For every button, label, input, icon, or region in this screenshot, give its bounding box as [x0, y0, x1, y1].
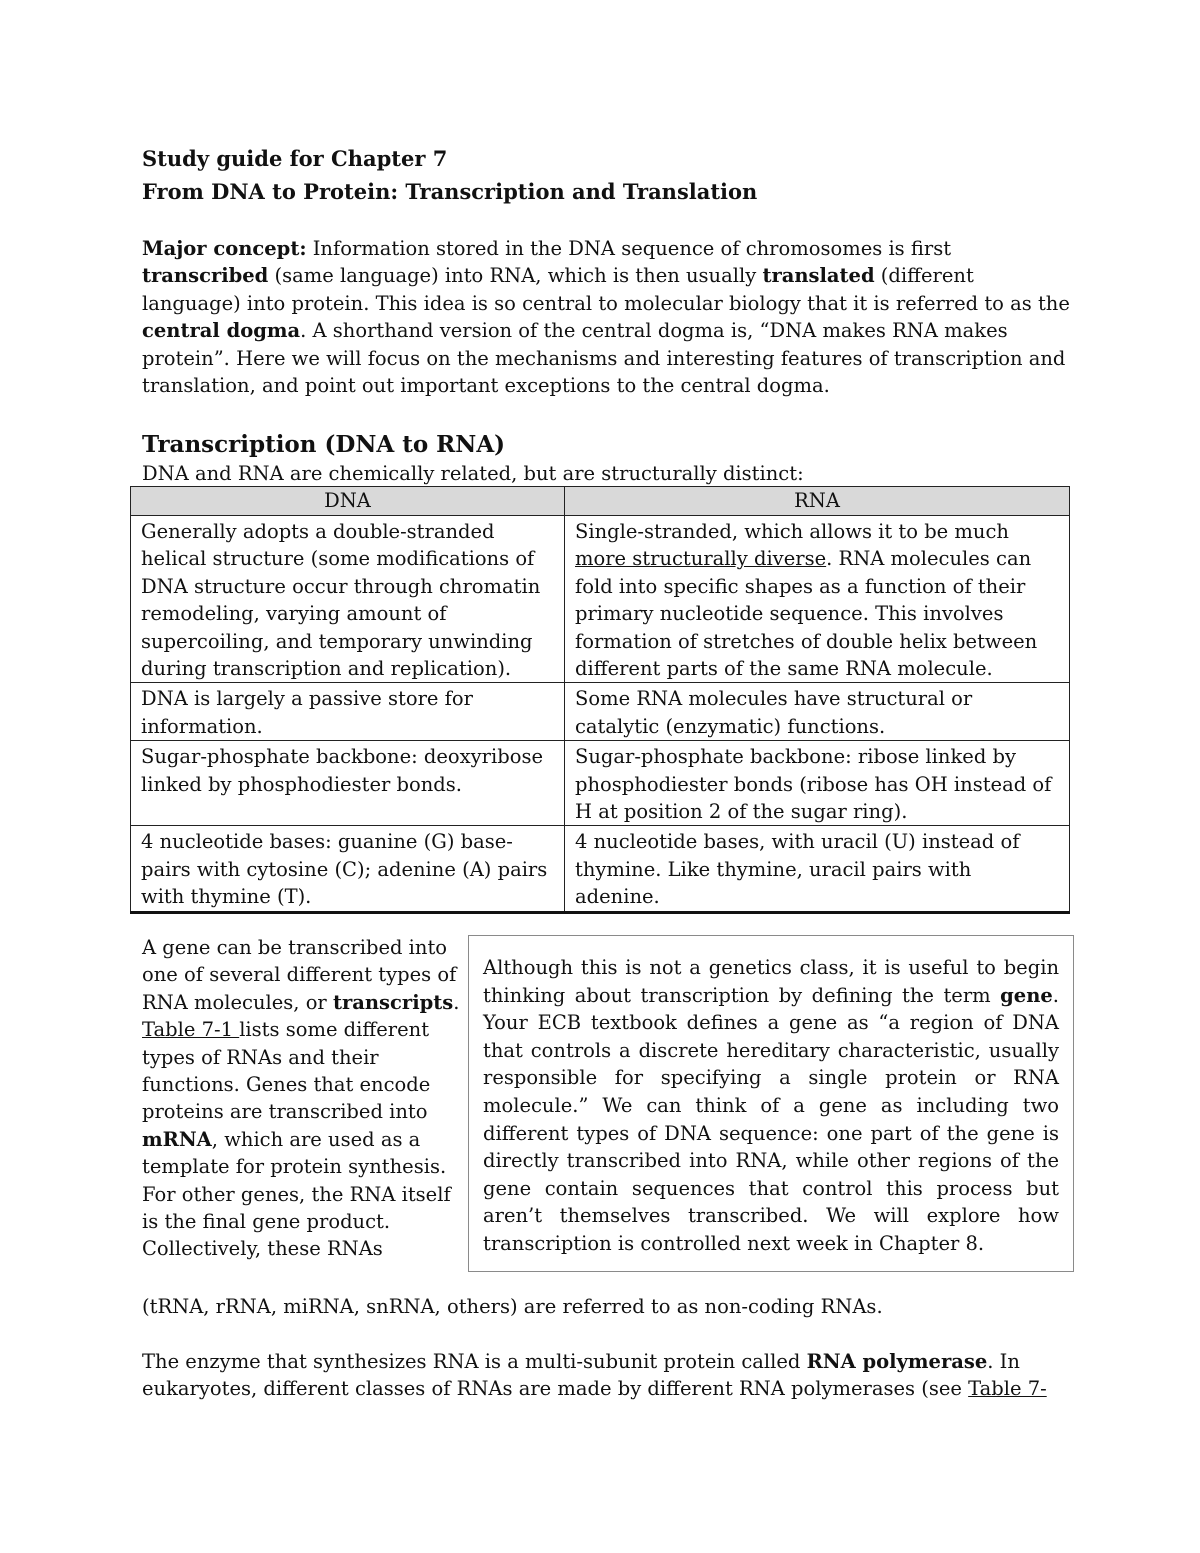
rna-polymerase-paragraph	[142, 1348, 1072, 1403]
gene-definition-box	[468, 935, 1074, 1272]
box-text-1: Although this is not a genetics class, it is useful to begin thinking about transcription by defining the term	[483, 956, 1059, 1007]
table-cell-dna: DNA is largely a passive store for information.	[131, 683, 565, 741]
table-cell-rna: Sugar-phosphate backbone: ribose linked by phosphodiester bonds (ribose has OH instead of H at position 2 of the sugar ring).	[565, 741, 1070, 826]
enzyme-text-2: . In eukaryotes, different classes of RNAs are made by different RNA polymerases (see	[142, 1350, 1020, 1401]
table-header-dna: DNA	[131, 487, 565, 516]
table-row	[131, 683, 1070, 741]
major-concept-paragraph	[142, 235, 1072, 399]
table-header-row	[131, 487, 1070, 516]
table-cell-dna: Generally adopts a double-stranded helical structure (some modifications of DNA structure occur through chromatin remodeling, varying amount of supercoiling, and temporary unwinding during transcription and replication).	[131, 516, 565, 683]
table-cell-rna: 4 nucleotide bases, with uracil (U) instead of thymine. Like thymine, uracil pairs with adenine.	[565, 826, 1070, 912]
table-7-1-link[interactable]: Table 7-1	[142, 1018, 240, 1042]
term-translated: translated	[762, 264, 875, 288]
term-gene: gene	[1000, 983, 1053, 1007]
major-concept-text-2: (same language) into RNA, which is then usually	[268, 264, 763, 288]
table-header-rna: RNA	[565, 487, 1070, 516]
box-text-2: . Your ECB textbook defines a gene as “a region of DNA that controls a discrete hereditary characteristic, usually responsible for specifying a single protein or RNA molecule.” We can think of a gene as including two different types of DNA sequence: one part of the gene is directly transcribed into RNA, while other regions of the gene contain sequences that control this process but aren’t themselves transcribed. We will explore how transcription is controlled next week in Chapter 8.	[483, 983, 1059, 1255]
term-transcribed: transcribed	[142, 264, 269, 288]
table-row	[131, 741, 1070, 826]
table-cell-dna: 4 nucleotide bases: guanine (G) base-pairs with cytosine (C); adenine (A) pairs with thymine (T).	[131, 826, 565, 912]
underlined-phrase: more structurally diverse	[575, 547, 827, 571]
gene-text-3: lists some different types of RNAs and their functions. Genes that encode proteins are transcribed into	[142, 1018, 431, 1124]
dna-rna-comparison-table	[130, 486, 1070, 914]
table-cell-rna: Some RNA molecules have structural or catalytic (enzymatic) functions.	[565, 683, 1070, 741]
major-concept-label: Major concept:	[142, 237, 307, 260]
table-cell-rna	[565, 516, 1070, 683]
non-coding-rna-line: (tRNA, rRNA, miRNA, snRNA, others) are referred to as non-coding RNAs.	[142, 1295, 883, 1318]
document-page	[142, 142, 1072, 487]
title-line-2: From DNA to Protein: Transcription and Translation	[142, 179, 758, 204]
term-mrna: mRNA	[142, 1127, 212, 1151]
document-title	[142, 142, 1072, 208]
term-central-dogma: central dogma	[142, 319, 301, 343]
table-row	[131, 516, 1070, 683]
gene-transcripts-paragraph	[142, 934, 460, 1263]
transcription-intro: DNA and RNA are chemically related, but are structurally distinct:	[142, 462, 804, 486]
major-concept-text-1: Information stored in the DNA sequence of chromosomes is first	[306, 237, 952, 260]
gene-text-4: , which are used as a template for protein synthesis. For other genes, the RNA itself is the final gene product. Collectively, these RNAs	[142, 1127, 451, 1261]
cell-text: Single-stranded, which allows it to be much	[575, 520, 1009, 543]
major-concept-text-3: (different language) into protein. This idea is so central to molecular biology that it is referred to as the	[142, 264, 1070, 315]
major-concept-text-4: . A shorthand version of the central dogma is, “DNA makes RNA makes protein”. Here we will focus on the mechanisms and interesting features of transcription and translation, and point out important exceptions to the central dogma.	[142, 319, 1066, 398]
title-line-1: Study guide for Chapter 7	[142, 146, 448, 171]
transcription-heading: Transcription (DNA to RNA)	[142, 431, 506, 459]
table-row	[131, 826, 1070, 912]
gene-text-2: .	[453, 990, 460, 1014]
cell-text: . RNA molecules can fold into specific shapes as a function of their primary nucleotide sequence. This involves formation of stretches of double helix between different parts of the same RNA molecule.	[575, 547, 1038, 681]
enzyme-text-1: The enzyme that synthesizes RNA is a multi-subunit protein called	[142, 1350, 807, 1373]
table-7-link[interactable]: Table 7-	[968, 1377, 1047, 1401]
term-rna-polymerase: RNA polymerase	[806, 1350, 988, 1373]
term-transcripts: transcripts	[332, 990, 454, 1014]
table-cell-dna: Sugar-phosphate backbone: deoxyribose linked by phosphodiester bonds.	[131, 741, 565, 826]
gene-text-1: A gene can be transcribed into one of several different types of RNA molecules, or	[142, 936, 457, 1014]
